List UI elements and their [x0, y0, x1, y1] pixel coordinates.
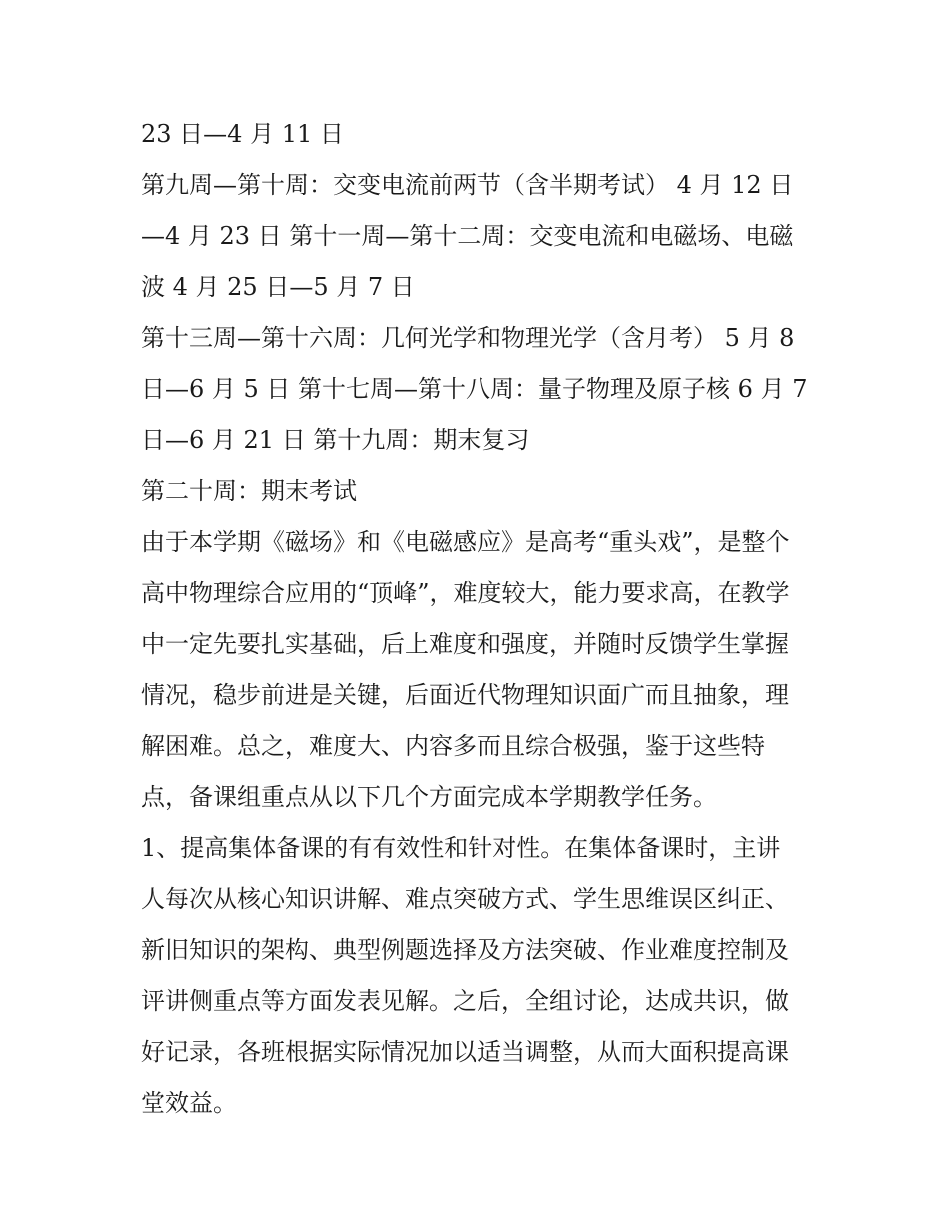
- text-line: 高中物理综合应用的“顶峰”，难度较大，能力要求高，在教学: [141, 579, 790, 607]
- text-line: —4 月 23 日 第十一周—第十二周：交变电流和电磁场、电磁: [141, 222, 794, 250]
- text-line: 情况，稳步前进是关键，后面近代物理知识面广而且抽象，理: [141, 681, 789, 709]
- text-line: 人每次从核心知识讲解、难点突破方式、学生思维误区纠正、: [141, 885, 789, 913]
- text-line: 日—6 月 5 日 第十七周—第十八周：量子物理及原子核 6 月 7: [141, 375, 808, 403]
- text-line: 新旧知识的架构、典型例题选择及方法突破、作业难度控制及: [141, 936, 789, 964]
- text-line: 波 4 月 25 日—5 月 7 日: [141, 273, 415, 301]
- text-line: 堂效益。: [141, 1089, 237, 1117]
- text-line: 第十三周—第十六周：几何光学和物理光学（含月考） 5 月 8: [141, 324, 795, 352]
- text-line: 1、提高集体备课的有有效性和针对性。在集体备课时，主讲: [141, 834, 781, 862]
- text-line: 点，备课组重点从以下几个方面完成本学期教学任务。: [141, 783, 717, 811]
- text-line: 评讲侧重点等方面发表见解。之后，全组讨论，达成共识，做: [141, 987, 789, 1015]
- text-line: 中一定先要扎实基础，后上难度和强度，并随时反馈学生掌握: [141, 630, 789, 658]
- text-line: 第九周—第十周：交变电流前两节（含半期考试） 4 月 12 日: [141, 171, 794, 199]
- text-line: 日—6 月 21 日 第十九周：期末复习: [141, 426, 530, 454]
- text-line: 解困难。总之，难度大、内容多而且综合极强，鉴于这些特: [141, 732, 765, 760]
- text-line: 第二十周：期末考试: [141, 477, 357, 505]
- text-line: 23 日—4 月 11 日: [141, 120, 344, 148]
- text-line: 由于本学期《磁场》和《电磁感应》是高考“重头戏”，是整个: [141, 528, 790, 556]
- document-body: [141, 109, 821, 1129]
- text-line: 好记录，各班根据实际情况加以适当调整，从而大面积提高课: [141, 1038, 789, 1066]
